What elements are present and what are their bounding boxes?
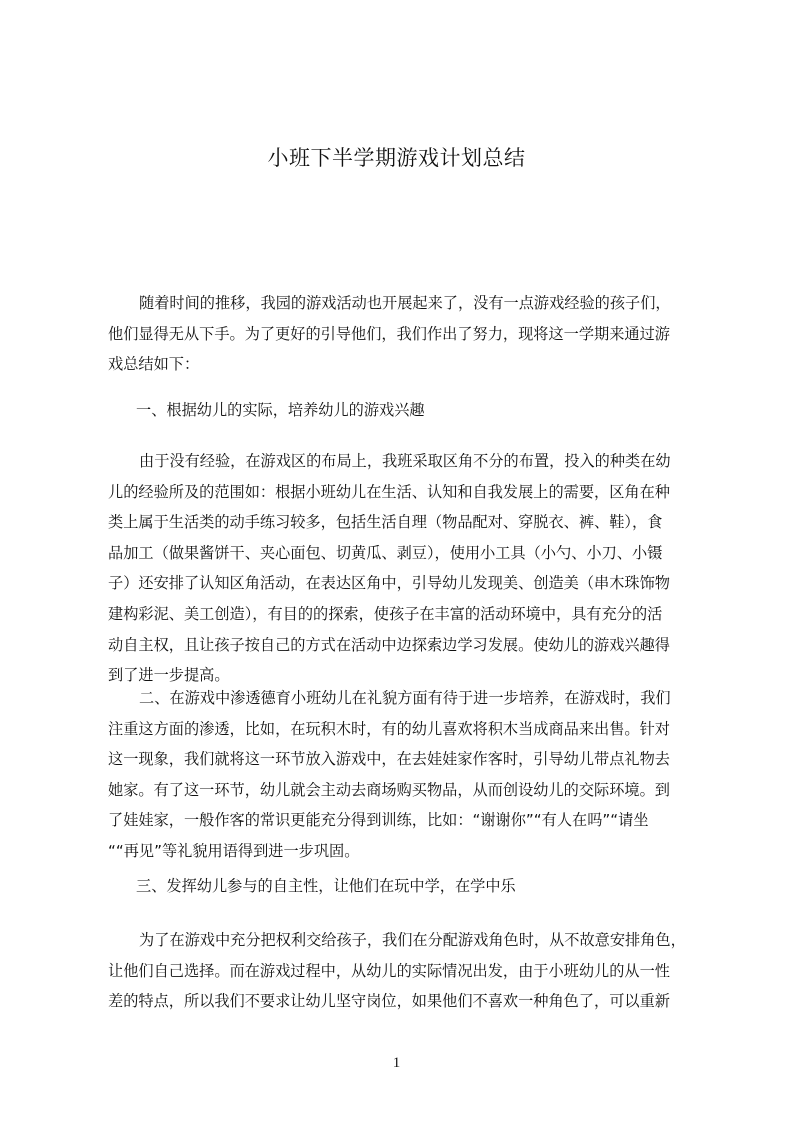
text-line: 随着时间的推移，我园的游戏活动也开展起来了，没有一点游戏经验的孩子们， xyxy=(139,294,671,312)
text-line: 二、在游戏中渗透德育小班幼儿在礼貌方面有待于进一步培养，在游戏时，我们 xyxy=(139,689,671,707)
text-line: 让他们自己选择。而在游戏过程中，从幼儿的实际情况出发，由于小班幼儿的从一性 xyxy=(108,961,670,980)
text-line: 差的特点，所以我们不要求让幼儿坚守岗位，如果他们不喜欢一种角色了，可以重新 xyxy=(108,992,670,1011)
section2-paragraph xyxy=(108,683,698,867)
text-line: 由于没有经验，在游戏区的布局上，我班采取区角不分的布置，投入的种类在幼 xyxy=(139,452,671,470)
text-line: 类上属于生活类的动手练习较多，包括生活自理（物品配对、穿脱衣、裤、鞋），食 xyxy=(108,513,663,532)
text-line: 他们显得无从下手。为了更好的引导他们，我们作出了努力，现将这一学期来通过游 xyxy=(108,324,670,343)
text-line: 到了进一步提高。 xyxy=(108,666,230,685)
section1-paragraph xyxy=(108,446,698,691)
text-line: 品加工（做果酱饼干、夹心面包、切黄瓜、剥豆），使用小工具（小勺、小刀、小镊 xyxy=(108,543,663,562)
section1-heading: 一、根据幼儿的实际，培养幼儿的游戏兴趣 xyxy=(136,401,425,419)
page-number: 1 xyxy=(392,1055,401,1071)
text-line: 注重这方面的渗透，比如，在玩积木时，有的幼儿喜欢将积木当成商品来出售。针对 xyxy=(108,719,670,738)
text-line: 为了在游戏中充分把权利交给孩子，我们在分配游戏角色时，从不故意安排角色， xyxy=(139,931,686,949)
text-line: 戏总结如下： xyxy=(108,355,200,374)
section3-heading: 三、发挥幼儿参与的自主性，让他们在玩中学，在学中乐 xyxy=(136,877,516,895)
document-title: 小班下半学期游戏计划总结 xyxy=(267,146,526,170)
section3-paragraph xyxy=(108,925,698,1017)
text-line: 她家。有了这一环节，幼儿就会主动去商场购买物品，从而创设幼儿的交际环境。到 xyxy=(108,780,670,799)
text-line: 动自主权，且让孩子按自己的方式在活动中边探索边学习发展。使幼儿的游戏兴趣得 xyxy=(108,635,670,654)
text-line: ““再见”等礼貌用语得到进一步巩固。 xyxy=(108,841,360,860)
text-line: 建构彩泥、美工创造），有目的的探索，使孩子在丰富的活动环境中，具有充分的活 xyxy=(108,604,663,623)
text-line: 这一现象，我们就将这一环节放入游戏中，在去娃娃家作客时，引导幼儿带点礼物去 xyxy=(108,750,670,769)
intro-paragraph xyxy=(108,288,698,380)
text-line: 了娃娃家，一般作客的常识更能充分得到训练，比如：“谢谢你”“有人在吗”“请坐 xyxy=(108,811,649,830)
text-line: 子）还安排了认知区角活动，在表达区角中，引导幼儿发现美、创造美（串木珠饰物 xyxy=(108,574,670,593)
text-line: 儿的经验所及的范围如：根据小班幼儿在生活、认知和自我发展上的需要，区角在种 xyxy=(108,482,670,501)
